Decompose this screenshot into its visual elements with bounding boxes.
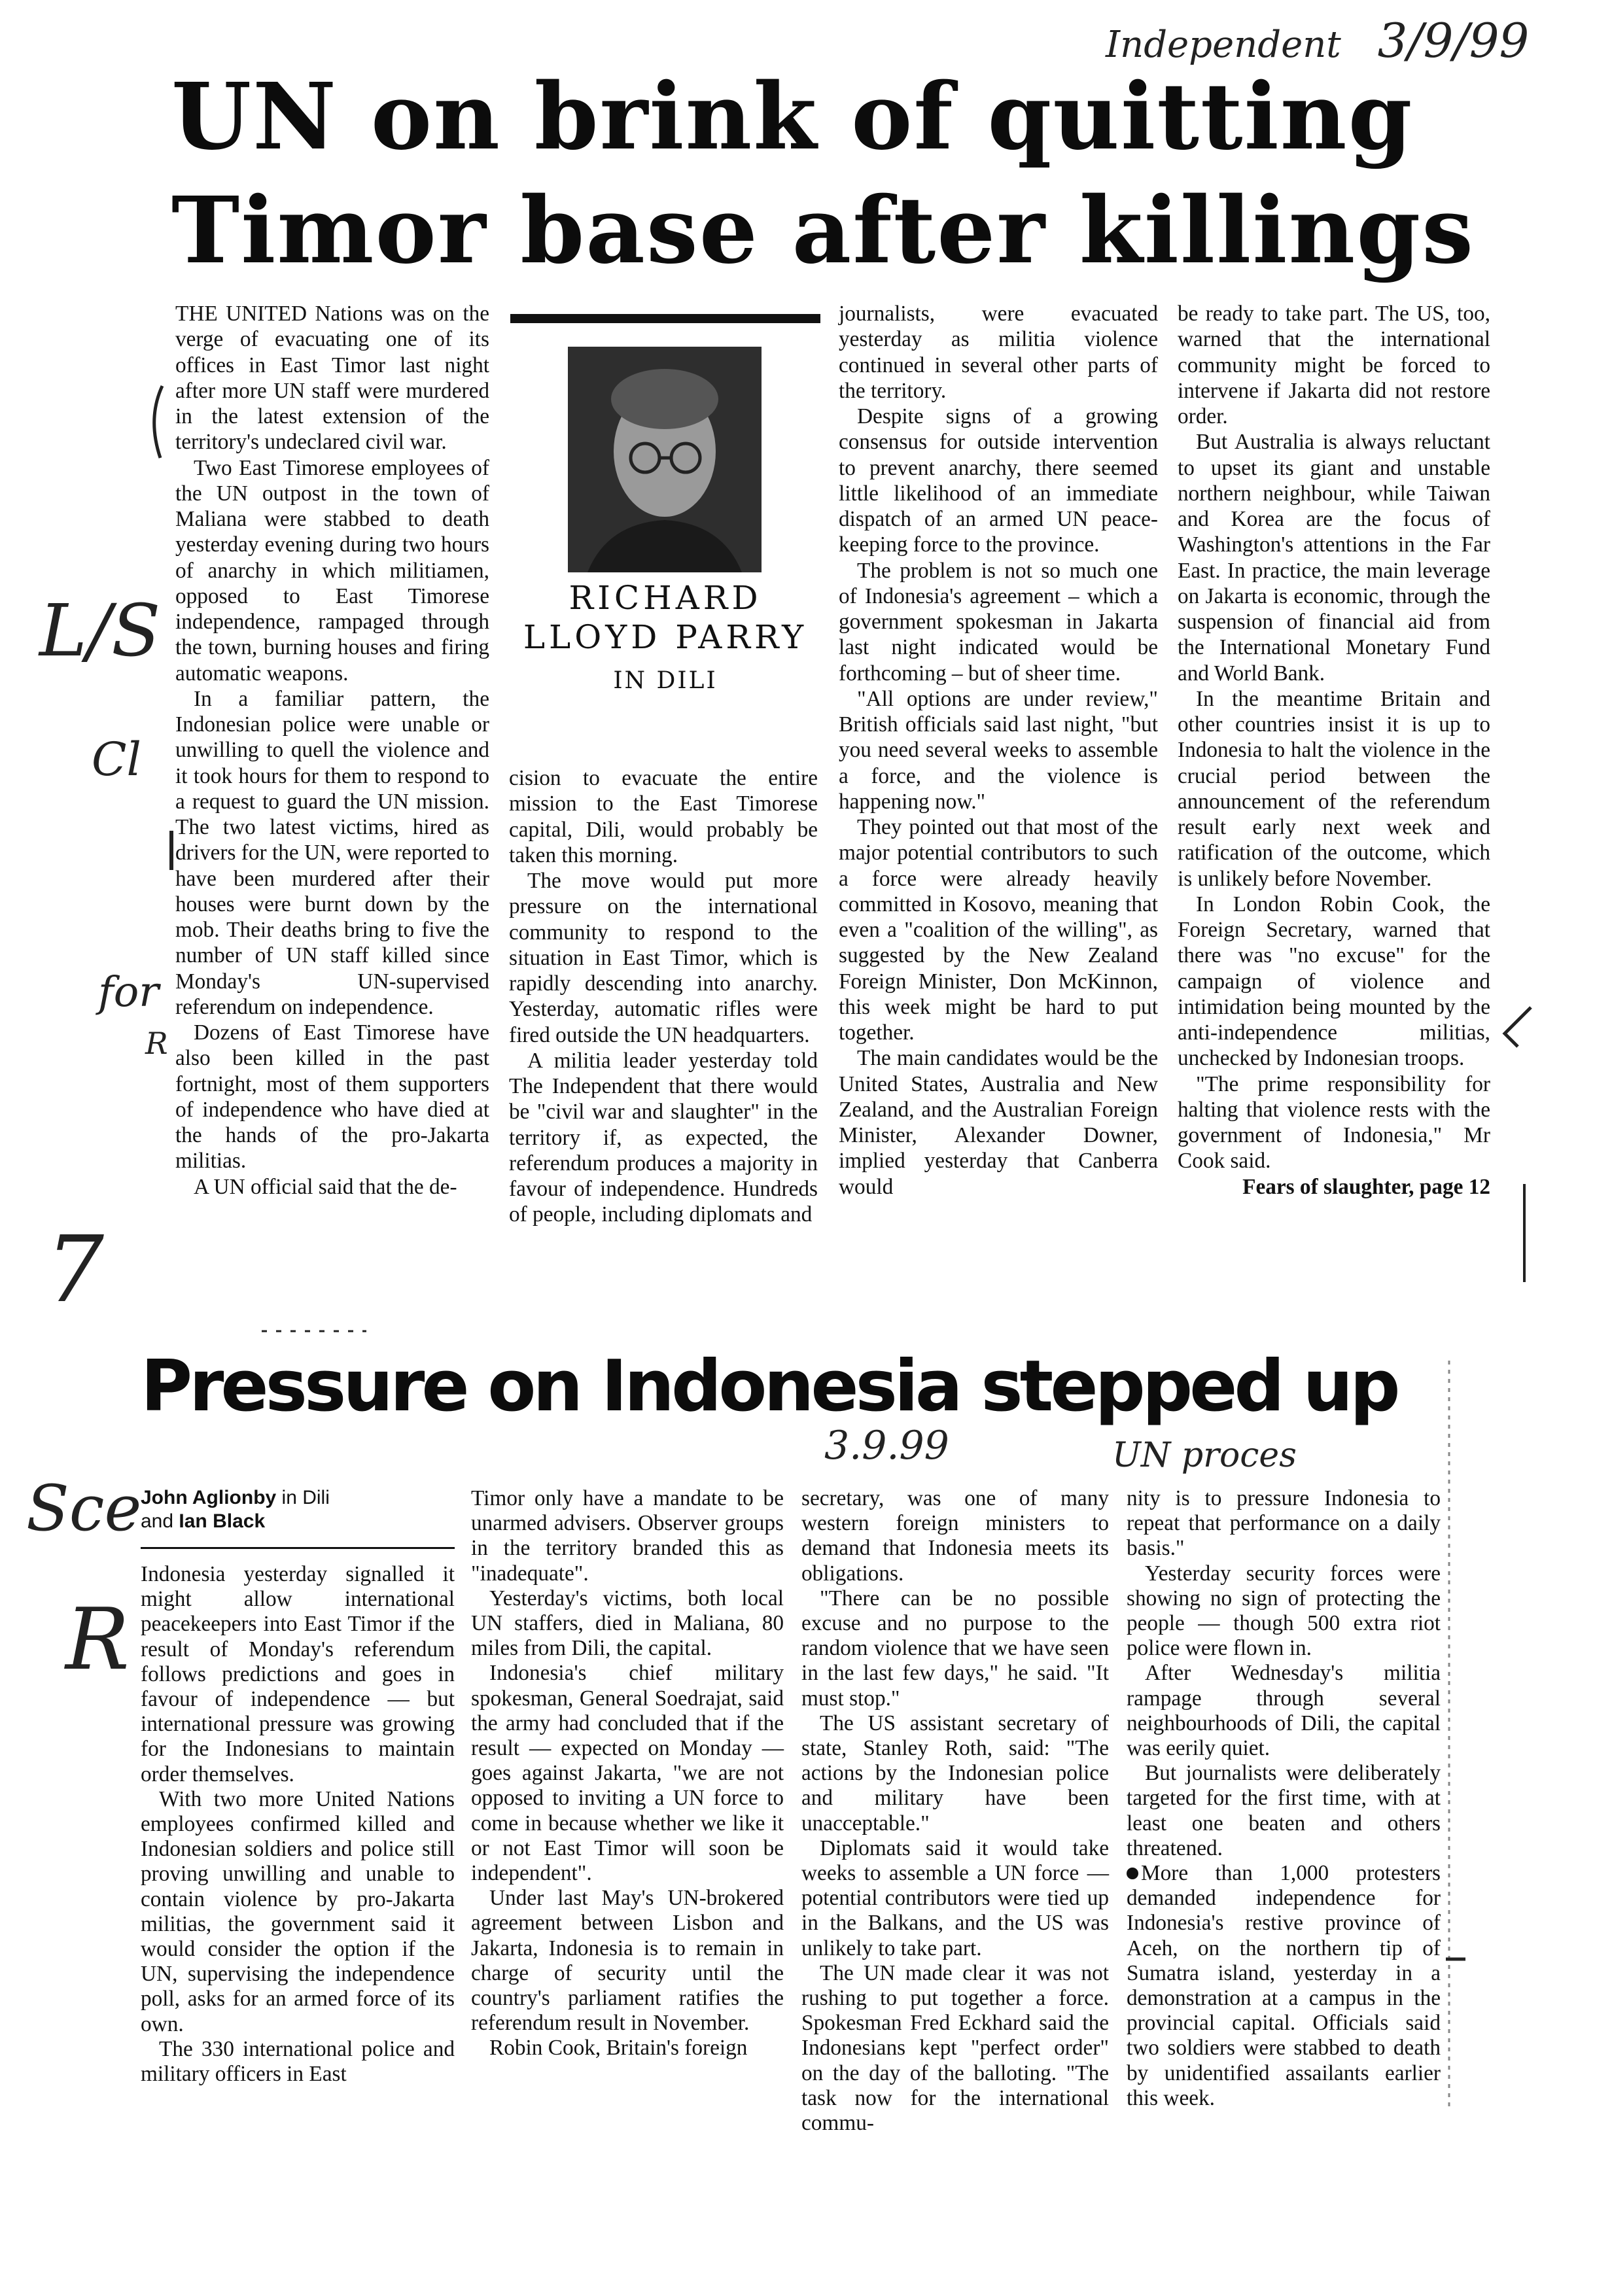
story1-col1-para-2: Two East Timorese employees of the UN outpost in the town of Maliana were stabbed to death yesterday evening during two hours of anarchy in which militiamen, opposed to East Timorese independence, rampaged through the town, burning houses and firing automatic weapons. xyxy=(175,455,489,686)
story1-col4-para-3: In the meantime Britain and other countries insist it is up to Indonesia to halt the violence in the crucial period between the announcement of the referendum result early next week and ratification of the outcome, which is unlikely before November. xyxy=(1178,686,1490,891)
byline-author-2: Ian Black xyxy=(179,1510,266,1532)
margin-note-6: Sce xyxy=(26,1472,142,1545)
story1-col4-para-5: "The prime responsibility for halting that violence rests with the government of Indonesia," Mr Cook said. xyxy=(1178,1071,1490,1174)
headline-story1-line1: UN on brink of quitting xyxy=(171,63,1414,171)
story1-col3-para-3: The problem is not so much one of Indonesia's agreement – which a government spokesman in Jakarta last night indicated would be forthcoming – but of sheer time. xyxy=(839,558,1158,686)
story2-col2-para-2: Yesterday's victims, both local UN staffers, died in Maliana, 80 miles from Dili, the capital. xyxy=(471,1586,784,1661)
story2-col3-para-1: secretary, was one of many western foreign ministers to demand that Indonesia meets its obligations. xyxy=(801,1486,1109,1586)
story2-col2-para-3: Indonesia's chief military spokesman, General Soedrajat, said the army had concluded that if the result — expected on Monday — goes against Jakarta, "we are not opposed to inviting a UN force to come in because whether we like it or not East Timor will soon be independent". xyxy=(471,1661,784,1886)
story2-col2-para-1: Timor only have a mandate to be unarmed advisers. Observer groups in the territory branded this as "inadequate". xyxy=(471,1486,784,1586)
story1-col2-para-1: cision to evacuate the entire mission to the East Timorese capital, Dili, would probably be taken this morning. xyxy=(509,766,818,867)
handwritten-date-note: 3.9.99 xyxy=(824,1423,949,1469)
story1-col2-para-2: The move would put more pressure on the international community to respond to the situation in East Timor, which is rapidly descending into anarchy. Yesterday, automatic rifles were fired outside the UN headquarters. xyxy=(509,869,818,1047)
story2-col1-para-3: The 330 international police and military officers in East xyxy=(141,2036,455,2087)
story2-col3-para-4: Diplomats said it would take weeks to assemble a UN force — potential contributors were tied up in the Balkans, and the US was unlikely to take part. xyxy=(801,1835,1109,1960)
story2-col3-para-5: The UN made clear it was not rushing to put together a force. Spokesman Fred Eckhard said the Indonesians kept "perfect order" on the day of the balloting. "The task now for the international commu- xyxy=(801,1960,1109,2136)
headline-story2: Pressure on Indonesia stepped up xyxy=(141,1346,1397,1427)
story2-col1-para-1: Indonesia yesterday signalled it might allow international peacekeepers into East Timor if the result of Monday's referendum follows predictions and goes in favour of independence — but international pressure was growing for the Indonesians to maintain order themselves. xyxy=(141,1562,455,1786)
story2-col2-para-4: Under last May's UN-brokered agreement between Lisbon and Jakarta, Indonesia is to remain in charge of security until the country's parliament ratifies the referendum result in November. xyxy=(471,1886,784,2036)
story1-col3-para-5: They pointed out that most of the major potential contributors to such a force were already heavily committed in Kosovo, meaning that even a "coalition of the willing", as suggested by the New Zealand Foreign Minister, Don McKinnon, this week might be hard to put together. xyxy=(839,815,1158,1045)
byline-name-2: LLOYD PARRY xyxy=(523,618,808,656)
margin-note-2: Cl xyxy=(92,733,141,786)
margin-note-1: L/S xyxy=(39,589,161,672)
story2-col4-para-5: More than 1,000 protesters demanded independence for Indonesia's restive province of Aceh, on the northern tip of Sumatra island, yesterday in a demonstration at a campus in the provincial capital. Officials said two soldiers were stabbed to death by unidentified assailants earlier this week. xyxy=(1127,1861,1441,2110)
story1-col4-para-4: In London Robin Cook, the Foreign Secretary, warned that there was "no excuse" for the campaign of violence and intimidation being mounted by the anti-independence militias, unchecked by Indonesian troops. xyxy=(1178,892,1490,1071)
byline-and: and xyxy=(141,1510,174,1532)
story2-col4-para-3: After Wednesday's militia rampage through several neighbourhoods of Dili, the capital was eerily quiet. xyxy=(1127,1661,1441,1761)
handwritten-un-note: UN proces xyxy=(1112,1436,1297,1475)
byline-location: IN DILI xyxy=(613,667,718,694)
story1-col3-para-1: journalists, were evacuated yesterday as militia violence continued in several other parts of the territory. xyxy=(839,302,1158,403)
story1-col3-para-4: "All options are under review," British officials said last night, "but you need several weeks to assemble a force, and the violence is happening now." xyxy=(839,686,1158,814)
story2-col1-para-2: With two more United Nations employees confirmed killed and Indonesian soldiers and police still proving unwilling and unable to contain violence by pro-Jakarta militias, the government said it would consider the option if the UN, supervising the independence poll, asks for an armed force of its own. xyxy=(141,1786,455,2036)
story2-col4-para-2: Yesterday security forces were showing no sign of protecting the people — though 500 extra riot police were flown in. xyxy=(1127,1561,1441,1661)
story2-col4-para-1: nity is to pressure Indonesia to repeat that performance on a daily basis." xyxy=(1127,1486,1441,1561)
story2-col2-para-5: Robin Cook, Britain's foreign xyxy=(489,2036,748,2061)
headline-story1-line2: Timor base after killings xyxy=(171,177,1475,285)
byline-name-1: RICHARD xyxy=(569,579,762,617)
margin-note-7: R xyxy=(65,1590,130,1689)
story1-col1-para-3: In a familiar pattern, the Indonesian police were unable or unwilling to quell the violence and it took hours for them to respond to a request to guard the UN mission. The two latest victims, hired as drivers for the UN, were reported to have been murdered after their houses were burnt down by the mob. Their deaths bring to five the number of UN staff killed since Monday's UN-supervised referendum on independence. xyxy=(175,686,489,1019)
handwritten-source-note: Independent 3/9/99 xyxy=(1106,13,1530,68)
story1-col1-para-1: THE UNITED Nations was on the verge of evacuating one of its offices in East Timor last night after more UN staff were murdered in the latest extension of the territory's undeclared civil war. xyxy=(175,302,489,455)
story2-col3-para-3: The US assistant secretary of state, Stanley Roth, said: "The actions by the Indonesian police and military have been unacceptable." xyxy=(801,1711,1109,1835)
margin-note-4: R xyxy=(145,1026,168,1061)
story1-col1-para-5: A UN official said that the de- xyxy=(194,1174,457,1199)
story2-col3-para-2: "There can be no possible excuse and no purpose to the random violence that we have seen in the last few days," he said. "It must stop." xyxy=(801,1586,1109,1711)
byline-author-1: John Aglionby xyxy=(141,1487,277,1508)
story1-col4-para-1: be ready to take part. The US, too, warned that the international community might be forced to intervene if Jakarta did not restore order. xyxy=(1178,302,1490,428)
story1-col1-para-4: Dozens of East Timorese have also been killed in the past fortnight, most of them supporters of independence who have died at the hands of the pro-Jakarta militias. xyxy=(175,1020,489,1174)
story2-col4-para-4: But journalists were deliberately targeted for the first time, with at least one beaten and others threatened. xyxy=(1127,1761,1441,1860)
margin-note-5: 7 xyxy=(46,1217,105,1323)
byline-location-2: in Dili xyxy=(281,1487,330,1508)
margin-note-3: for xyxy=(98,968,159,1017)
story1-col2-para-3: A militia leader yesterday told The Independent that there would be "civil war and slaughter" in the territory if, as expected, the referendum produces a majority in favour of independence. Hundreds of people, including diplomats and xyxy=(509,1048,818,1227)
story1-col4-para-2: But Australia is always reluctant to upset its giant and unstable northern neighbour, while Taiwan and Korea are the focus of Washington's attentions in the Far East. In practice, the main leverage on Jakarta is economic, through the suspension of financial aid from the International Monetary Fund and World Bank. xyxy=(1178,430,1490,686)
story1-col3-para-2: Despite signs of a growing consensus for outside intervention to prevent anarchy, there seemed little likelihood of an immediate dispatch of an armed UN peace-keeping force to the province. xyxy=(839,404,1158,557)
story1-col3-para-6: The main candidates would be the United States, Australia and New Zealand, and the Australian Foreign Minister, Alexander Downer, implied yesterday that Canberra would xyxy=(839,1046,1158,1199)
story1-kicker: Fears of slaughter, page 12 xyxy=(1242,1174,1490,1199)
